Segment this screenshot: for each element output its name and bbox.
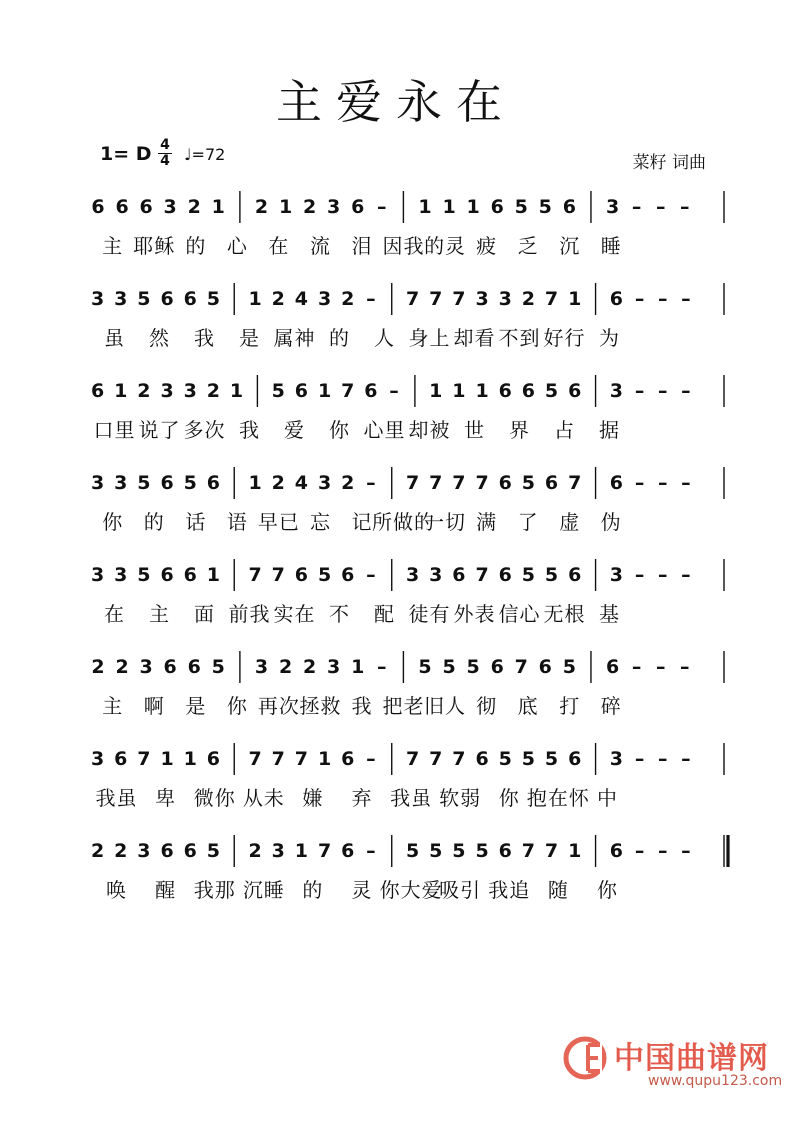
note: 1: [248, 288, 262, 310]
lyric: 记: [351, 510, 373, 534]
note: 6: [187, 656, 201, 678]
note: 2: [137, 380, 151, 402]
lyric: 嫌: [302, 786, 324, 810]
lyric: 乏: [517, 234, 539, 258]
lyric: 世: [464, 418, 485, 442]
note: 7: [452, 748, 466, 770]
sustain-dash: –: [681, 840, 691, 862]
lyric: 卑: [155, 786, 177, 810]
note: 7: [544, 288, 559, 310]
watermark-logo-icon: [562, 1035, 608, 1081]
lyric: 心: [226, 234, 248, 258]
note: 6: [498, 380, 512, 402]
note: 6: [538, 656, 552, 678]
lyric: 口里: [93, 418, 136, 442]
lyric: 的: [329, 326, 350, 350]
note: 3: [605, 196, 620, 218]
lyric: 醒: [155, 878, 177, 902]
note: 6: [568, 564, 582, 586]
sustain-dash: –: [634, 840, 645, 862]
note: 7: [521, 840, 536, 862]
sustain-dash: –: [366, 840, 376, 862]
note: 1: [278, 196, 293, 218]
lyric: 再次: [257, 694, 300, 718]
note: 3: [405, 564, 420, 586]
lyric: 你: [596, 878, 618, 902]
note: 7: [475, 472, 489, 494]
lyric: 界: [509, 418, 530, 442]
note: 5: [452, 840, 466, 862]
lyric: 微你: [193, 786, 236, 810]
lyric: 伪: [600, 510, 622, 534]
note: 6: [609, 288, 624, 310]
lyric: 疲: [476, 234, 498, 258]
note: 1: [206, 564, 221, 586]
lyric: 随: [547, 878, 569, 902]
lyric: 在: [104, 602, 125, 626]
note: 3: [327, 196, 341, 218]
lyric: 吸引: [439, 878, 482, 902]
sustain-dash: –: [681, 564, 691, 586]
note: 5: [544, 380, 559, 402]
lyric: 信心: [498, 602, 541, 626]
sustain-dash: –: [681, 288, 691, 310]
lyric: 睡: [600, 234, 622, 258]
lyric: 灵: [351, 878, 373, 902]
sustain-dash: –: [681, 472, 691, 494]
lyric: 我虽: [390, 786, 433, 810]
lyric: 不: [329, 602, 350, 626]
note: 5: [466, 656, 480, 678]
note: 7: [341, 380, 355, 402]
lyric: 我虽: [95, 786, 138, 810]
song-title: 主爱永在: [276, 75, 516, 129]
note: 2: [206, 380, 221, 402]
sustain-dash: –: [657, 288, 668, 310]
sustain-dash: –: [634, 472, 645, 494]
note: 7: [475, 564, 489, 586]
lyric: 忘: [309, 510, 331, 534]
note: 3: [90, 288, 105, 310]
note: 7: [429, 288, 443, 310]
lyric: 身上: [408, 326, 451, 350]
lyric: 的: [143, 510, 165, 534]
lyric: 不到: [498, 326, 541, 350]
note: 7: [429, 748, 443, 770]
lyric: 软弱: [439, 786, 482, 810]
note: 7: [137, 748, 151, 770]
note: 6: [490, 656, 504, 678]
lyric: 把老: [382, 694, 425, 718]
note: 5: [418, 656, 432, 678]
note: 6: [160, 288, 174, 310]
note: 1: [229, 380, 244, 402]
note: 1: [317, 380, 332, 402]
note: 5: [206, 840, 221, 862]
note: 5: [562, 656, 576, 678]
note: 2: [341, 472, 355, 494]
lyric: 你: [498, 786, 520, 810]
note: 5: [137, 288, 151, 310]
note: 1: [114, 380, 128, 402]
sustain-dash: –: [655, 656, 666, 678]
tempo-value: =72: [191, 145, 226, 164]
lyric: 面: [194, 602, 215, 626]
note: 5: [137, 472, 151, 494]
lyric: 心里: [363, 418, 406, 442]
lyric: 据: [599, 418, 620, 442]
note: 3: [90, 564, 105, 586]
note: 6: [498, 840, 512, 862]
watermark-url: www.qupu123.com: [648, 1073, 783, 1089]
sustain-dash: –: [377, 656, 387, 678]
sustain-dash: –: [657, 380, 668, 402]
note: 7: [271, 748, 285, 770]
lyric: 虽: [104, 326, 125, 350]
sustain-dash: –: [657, 472, 668, 494]
note: 6: [568, 380, 582, 402]
note: 3: [114, 472, 128, 494]
note: 3: [498, 288, 512, 310]
sustain-dash: –: [681, 748, 691, 770]
note: 2: [521, 288, 536, 310]
lyric: 沉睡: [242, 878, 285, 902]
note: 1: [442, 196, 456, 218]
note: 7: [248, 748, 262, 770]
sustain-dash: –: [655, 196, 666, 218]
lyric: 虚: [559, 510, 581, 534]
note: 6: [341, 564, 355, 586]
note: 6: [160, 564, 174, 586]
lyric: 的: [302, 878, 324, 902]
sustain-dash: –: [657, 564, 668, 586]
note: 6: [490, 196, 504, 218]
note: 5: [442, 656, 456, 678]
lyric: 流: [309, 234, 331, 258]
sustain-dash: –: [366, 288, 376, 310]
note: 5: [405, 840, 420, 862]
lyric: 在: [268, 234, 290, 258]
note: 6: [498, 564, 512, 586]
note: 3: [609, 564, 624, 586]
note: 2: [114, 840, 128, 862]
note: 6: [139, 196, 153, 218]
lyric: 满: [476, 510, 498, 534]
lyric: 泪: [351, 234, 373, 258]
lyric: 我: [351, 694, 373, 718]
note: 6: [294, 380, 309, 402]
note: 7: [405, 748, 420, 770]
note: 1: [248, 472, 262, 494]
note: 7: [452, 288, 466, 310]
note: 6: [364, 380, 378, 402]
watermark: [562, 1029, 782, 1101]
sustain-dash: –: [679, 196, 690, 218]
note: 6: [562, 196, 576, 218]
note: 5: [521, 748, 536, 770]
lyric: 话: [185, 510, 207, 534]
note: 1: [452, 380, 466, 402]
lyric: 你大爱: [379, 878, 443, 902]
note: 5: [429, 840, 443, 862]
lyric: 却看: [453, 326, 496, 350]
lyric: 我那: [193, 878, 236, 902]
note: 2: [248, 840, 262, 862]
note: 5: [206, 288, 221, 310]
note: 3: [114, 288, 128, 310]
note: 5: [137, 564, 151, 586]
note: 3: [317, 288, 332, 310]
note: 3: [254, 656, 269, 678]
note: 5: [211, 656, 225, 678]
sustain-dash: –: [634, 288, 645, 310]
note: 2: [271, 472, 285, 494]
note: 4: [294, 472, 309, 494]
tempo-marking: ♩=72: [184, 145, 226, 164]
lyric: 啊: [143, 694, 165, 718]
note: 1: [418, 196, 432, 218]
note: 1: [183, 748, 197, 770]
note: 6: [609, 840, 624, 862]
sustain-dash: –: [377, 196, 387, 218]
note: 5: [521, 472, 536, 494]
note: 3: [90, 748, 105, 770]
note: 5: [317, 564, 332, 586]
lyric: 为: [599, 326, 620, 350]
note: 7: [294, 748, 309, 770]
note: 7: [317, 840, 332, 862]
note: 6: [183, 840, 197, 862]
lyric: 徒有: [408, 602, 451, 626]
note: 3: [271, 840, 285, 862]
lyric: 因我: [382, 234, 425, 258]
lyric: 爱: [284, 418, 305, 442]
note: 6: [160, 472, 174, 494]
lyric: 彻: [476, 694, 498, 718]
note: 3: [90, 472, 105, 494]
lyric: 占: [554, 418, 575, 442]
note: 1: [294, 840, 309, 862]
lyric: 沉: [559, 234, 581, 258]
note: 7: [405, 288, 420, 310]
note: 7: [429, 472, 443, 494]
note: 7: [405, 472, 420, 494]
lyric: 主: [102, 234, 124, 258]
note: 1: [160, 748, 174, 770]
note: 3: [183, 380, 197, 402]
note: 6: [160, 840, 174, 862]
lyric: 你: [329, 418, 350, 442]
note: 3: [609, 748, 624, 770]
lyric: 无根: [543, 602, 586, 626]
note: 5: [514, 196, 528, 218]
lyric: 然: [149, 326, 170, 350]
lyric: 多次: [183, 418, 226, 442]
lyric: 拯救: [299, 694, 342, 718]
sustain-dash: –: [657, 748, 668, 770]
time-signature-bottom: 4: [160, 153, 170, 169]
note: 6: [341, 748, 355, 770]
note: 3: [327, 656, 341, 678]
note: 1: [568, 288, 582, 310]
note: 7: [514, 656, 528, 678]
note: 6: [91, 196, 105, 218]
lyric: 打: [559, 694, 581, 718]
note: 2: [303, 656, 317, 678]
note: 6: [163, 656, 177, 678]
note: 6: [452, 564, 466, 586]
note: 6: [90, 380, 105, 402]
note: 5: [498, 748, 512, 770]
lyric: 的: [185, 234, 207, 258]
note: 6: [294, 564, 309, 586]
sustain-dash: –: [631, 656, 642, 678]
note: 6: [114, 748, 128, 770]
lyric: 是: [239, 326, 260, 350]
note: 6: [498, 472, 512, 494]
note: 5: [544, 564, 559, 586]
note: 5: [271, 380, 285, 402]
lyric: 主: [149, 602, 170, 626]
lyric: 前我: [228, 602, 271, 626]
note: 5: [538, 196, 552, 218]
sustain-dash: –: [634, 748, 645, 770]
note: 3: [163, 196, 177, 218]
note: 7: [271, 564, 285, 586]
lyric: 从未: [242, 786, 285, 810]
lyric: 基: [599, 602, 620, 626]
note: 5: [544, 748, 559, 770]
sustain-dash: –: [634, 380, 645, 402]
note: 4: [294, 288, 309, 310]
note: 5: [475, 840, 489, 862]
sustain-dash: –: [657, 840, 668, 862]
note: 1: [351, 656, 365, 678]
note: 6: [605, 656, 620, 678]
note: 6: [206, 748, 221, 770]
sustain-dash: –: [679, 656, 690, 678]
lyric: 说了: [138, 418, 181, 442]
note: 2: [254, 196, 269, 218]
note: 7: [544, 840, 559, 862]
watermark-site-name: 中国曲谱网: [614, 1041, 769, 1076]
lyric: 弃: [351, 786, 373, 810]
lyric: 却被: [408, 418, 451, 442]
note: 6: [475, 748, 489, 770]
note: 2: [271, 288, 285, 310]
lyric: 配: [374, 602, 395, 626]
note: 2: [341, 288, 355, 310]
lyric: 碎: [600, 694, 622, 718]
lyric: 好行: [543, 326, 586, 350]
note: 3: [114, 564, 128, 586]
sustain-dash: –: [681, 380, 691, 402]
sustain-dash: –: [389, 380, 399, 402]
note: 3: [139, 656, 153, 678]
lyric: 中: [596, 786, 618, 810]
note: 6: [351, 196, 365, 218]
sustain-dash: –: [631, 196, 642, 218]
lyric: 耶稣: [133, 234, 176, 258]
sustain-dash: –: [634, 564, 645, 586]
lyric: 一切: [424, 510, 467, 534]
note: 2: [303, 196, 317, 218]
note: 6: [206, 472, 221, 494]
lyric: 唤: [106, 878, 128, 902]
note: 2: [115, 656, 129, 678]
sustain-dash: –: [366, 564, 376, 586]
note: 7: [568, 472, 582, 494]
lyric: 属神: [273, 326, 316, 350]
note: 7: [248, 564, 262, 586]
lyric: 你: [226, 694, 248, 718]
note: 6: [568, 748, 582, 770]
note: 6: [521, 380, 536, 402]
lyric: 你: [102, 510, 124, 534]
note: 5: [183, 472, 197, 494]
lyric: 语: [226, 510, 248, 534]
lyric: 人: [374, 326, 395, 350]
lyric: 的灵: [424, 234, 467, 258]
lyric: 是: [185, 694, 207, 718]
note: 2: [187, 196, 201, 218]
note: 3: [429, 564, 443, 586]
note: 1: [475, 380, 489, 402]
key-signature: 1= D: [100, 143, 152, 165]
note: 2: [90, 840, 105, 862]
note: 3: [609, 380, 624, 402]
lyric: 主: [102, 694, 124, 718]
lyric: 抱在怀: [526, 786, 590, 810]
note: 2: [91, 656, 105, 678]
note: 7: [452, 472, 466, 494]
note: 6: [115, 196, 129, 218]
sustain-dash: –: [366, 748, 376, 770]
lyric: 旧人: [424, 694, 467, 718]
lyric: 所做的: [372, 510, 436, 534]
note: 1: [429, 380, 443, 402]
lyric: 早已: [257, 510, 300, 534]
note: 3: [317, 472, 332, 494]
composer-credit: 菜籽 词曲: [632, 153, 706, 173]
note: 2: [278, 656, 293, 678]
note: 1: [466, 196, 480, 218]
lyric: 我追: [488, 878, 531, 902]
lyric: 我: [239, 418, 260, 442]
sustain-dash: –: [366, 472, 376, 494]
note: 6: [544, 472, 559, 494]
note: 6: [183, 288, 197, 310]
lyric: 我: [194, 326, 215, 350]
lyric: 底: [517, 694, 539, 718]
note: 3: [475, 288, 489, 310]
note: 5: [521, 564, 536, 586]
note: 1: [568, 840, 582, 862]
note: 1: [211, 196, 225, 218]
note: 6: [341, 840, 355, 862]
lyric: 外表: [453, 602, 496, 626]
note: 3: [160, 380, 174, 402]
note: 3: [137, 840, 151, 862]
note: 6: [609, 472, 624, 494]
note: 1: [317, 748, 332, 770]
note: 6: [183, 564, 197, 586]
time-signature-top: 4: [160, 137, 170, 153]
lyric: 了: [517, 510, 539, 534]
lyric: 实在: [273, 602, 316, 626]
